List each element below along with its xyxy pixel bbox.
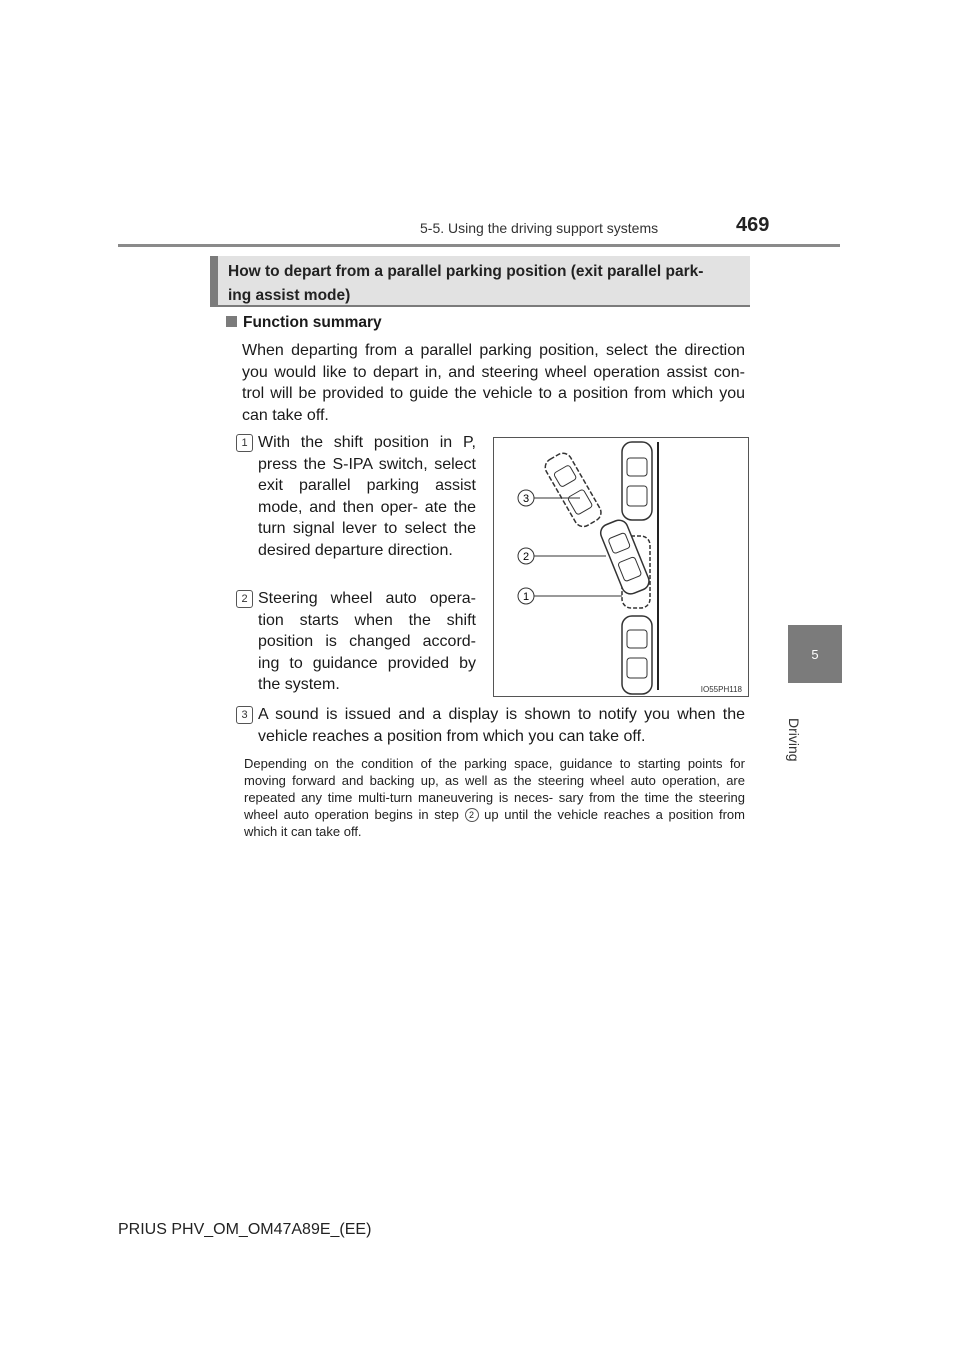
callout-label: 3 [522,493,530,505]
callout-label: 2 [522,551,530,563]
vehicle-position-3 [542,450,604,530]
note-text-before: Depending on the condition of the parking space, guidance to starting points for moving forward and backing up, as well as the steering wheel auto operation, are repeated any time multi-turn maneuvering is neces- sary from the time the steering wheel auto operation begins in step [244,756,745,822]
chapter-title: Driving [786,718,802,762]
intro-paragraph: When departing from a parallel parking position, select the direction you would like to depart in, and steering wheel operation assist con- trol will be provided to guide the vehicle to a position from which you can take off. [242,342,745,424]
parked-car-rear [622,616,652,694]
heading-line-2: ing assist mode) [228,287,351,304]
header-rule [118,244,840,247]
subheading-text: Function summary [243,314,382,331]
parking-illustration [493,437,749,697]
figure-code: IO55PH118 [700,685,742,694]
section-title: 5-5. Using the driving support systems [420,220,659,236]
parked-car-front [622,442,652,520]
chapter-number: 5 [811,646,819,662]
subheading [226,314,382,332]
footer-model-code: PRIUS PHV_OM_OM47A89E_(EE) [118,1221,372,1238]
chapter-tab [788,625,842,683]
section-heading [210,256,750,306]
note-paragraph [244,755,745,840]
heading-underline [210,305,750,307]
step-number-badge: 2 [236,590,253,608]
step-text: A sound is issued and a display is shown to notify you when the vehicle reaches a position from which you can take off. [258,706,745,745]
step-text: With the shift position in P, press the S-IPA switch, select exit parallel parking assist mode, and then oper- ate the turn signal lever to select the desired departure direction. [258,434,476,559]
parking-diagram [494,438,748,696]
step-number-badge: 1 [236,434,253,452]
step-ref-badge: 2 [465,808,479,822]
callout-1 [518,588,622,604]
step-text: Steering wheel auto opera- tion starts when the shift position is changed accord- ing to guidance provided by the system. [258,590,476,693]
heading-line-1: How to depart from a parallel parking position (exit parallel park- [228,263,704,280]
callout-label: 1 [522,591,530,603]
square-bullet-icon [226,316,237,327]
note-text-after: up until the vehicle reaches a position from which it can take off. [244,807,745,839]
chapter-tab-label [778,718,818,788]
callout-2 [518,548,606,564]
page-number: 469 [736,214,770,236]
step-number-badge: 3 [236,706,253,724]
